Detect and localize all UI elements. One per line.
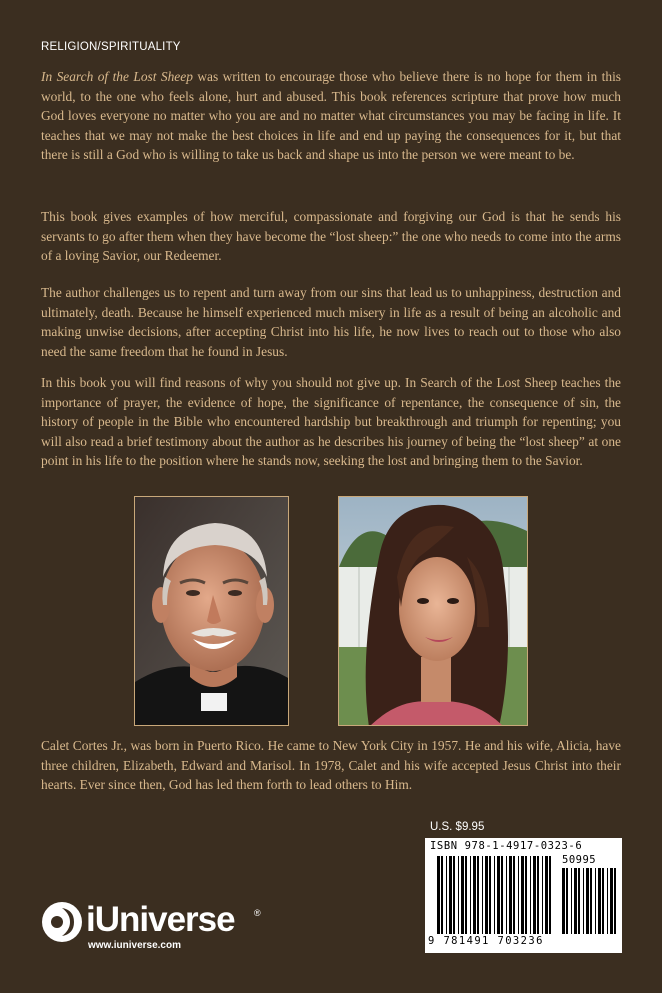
barcode-bar <box>530 856 531 934</box>
barcode-bar <box>583 868 584 934</box>
barcode-bar <box>509 856 512 934</box>
barcode-bar <box>595 868 596 934</box>
barcode-bar <box>446 856 447 934</box>
barcode-bar <box>497 856 500 934</box>
description-paragraph-4: In this book you will find reasons of why you should not give up. In Search of the Lost Sheep teaches the importance of prayer, the evidence of hope, the significance of repentance, the consequence of sin, the history of people in the Bible who encountered hardship but breakthrough and triumph for repenting; you will also read a brief testimony about the author as he describes his journey of being the “lost sheep” at one point in his life to the position where he stands now, seeking the lost and bringing them to the Savior. <box>41 375 621 468</box>
price-addon-number: 50995 <box>562 854 597 866</box>
barcode-bar <box>562 868 565 934</box>
barcode-bar <box>571 868 572 934</box>
barcode-bar <box>485 856 488 934</box>
barcode-bar <box>458 856 459 934</box>
barcode-bar <box>501 856 503 934</box>
iuniverse-swirl-icon <box>40 900 84 944</box>
barcode-bar <box>610 868 613 934</box>
price-label: U.S. $9.95 <box>430 821 485 833</box>
barcode-bar <box>465 856 467 934</box>
barcode-bar <box>521 856 524 934</box>
coauthor-portrait-illustration <box>339 497 528 726</box>
author-photo <box>134 496 289 726</box>
paragraph-1-text: was written to encourage those who believe there is no hope for them in this world, to the one who feels alone, hurt and abused. This book references scripture that prove how much God loves everyone no matter who you are and no matter what circumstances you may be facing in life. It teaches that we may not make the best choices in life and end up paying the consequences for it, but that there is still a God who is willing to take us back and shape us into the person we were meant to be. <box>41 69 621 162</box>
barcode-bar <box>533 856 536 934</box>
barcode-bar <box>449 856 452 934</box>
barcode-bar <box>477 856 479 934</box>
publisher-url[interactable]: www.iuniverse.com <box>88 940 181 951</box>
barcode-bar <box>453 856 455 934</box>
description-paragraph-1 <box>41 67 621 165</box>
coauthor-photo <box>338 496 528 726</box>
barcode-bar <box>482 856 483 934</box>
barcode-bar <box>518 856 519 934</box>
description-paragraph-2: This book gives examples of how merciful, compassionate and forgiving our God is that he sends his servants to go after them when they have become the “lost sheep:” the one who needs to come into the arms of a loving Savior, our Redeemer. <box>41 209 621 263</box>
ean-number: 9 781491 703236 <box>428 935 544 947</box>
barcode-bar <box>537 856 539 934</box>
barcode-bar <box>461 856 464 934</box>
barcode-bar <box>525 856 527 934</box>
barcode-bar <box>590 868 592 934</box>
barcode-bar <box>566 868 568 934</box>
barcode-bar <box>470 856 471 934</box>
isbn-text: ISBN 978-1-4917-0323-6 <box>430 840 583 852</box>
publisher-name: iUniverse <box>86 900 235 939</box>
barcode-bar <box>542 856 543 934</box>
barcode-bar <box>545 856 548 934</box>
author-bio: Calet Cortes Jr., was born in Puerto Rico. He came to New York City in 1957. He and his wife, Alicia, have three children, Elizabeth, Edward and Marisol. In 1978, Calet and his wife accepted Jesus Christ into their hearts. Ever since then, God has led them forth to lead others to Him. <box>41 738 621 792</box>
barcode-bar <box>473 856 476 934</box>
barcode-bar <box>578 868 580 934</box>
barcode-bar <box>614 868 616 934</box>
isbn-barcode <box>425 838 622 953</box>
barcode-bar <box>607 868 608 934</box>
barcode-bar <box>441 856 443 934</box>
registered-mark: ® <box>254 908 261 918</box>
barcode-bar <box>513 856 515 934</box>
barcode-bar <box>598 868 601 934</box>
barcode-bar <box>506 856 507 934</box>
author-portrait-illustration <box>135 497 289 726</box>
description-paragraph-3: The author challenges us to repent and turn away from our sins that lead us to unhappiness, destruction and ultimately, death. Because he himself experienced much misery in life as a result of being an alcoholic and making unwise decisions, after accepting Christ into his life, he now lives to reach out to those who also need the same freedom that he found in Jesus. <box>41 285 621 359</box>
barcode-bar <box>574 868 577 934</box>
barcode-bar <box>549 856 551 934</box>
category-label: RELIGION/SPIRITUALITY <box>41 41 181 53</box>
barcode-bar <box>586 868 589 934</box>
barcode-bar <box>489 856 491 934</box>
barcode-bar <box>602 868 604 934</box>
book-title-italic: In Search of the Lost Sheep <box>41 69 193 84</box>
barcode-bar <box>437 856 440 934</box>
barcode-bar <box>494 856 495 934</box>
